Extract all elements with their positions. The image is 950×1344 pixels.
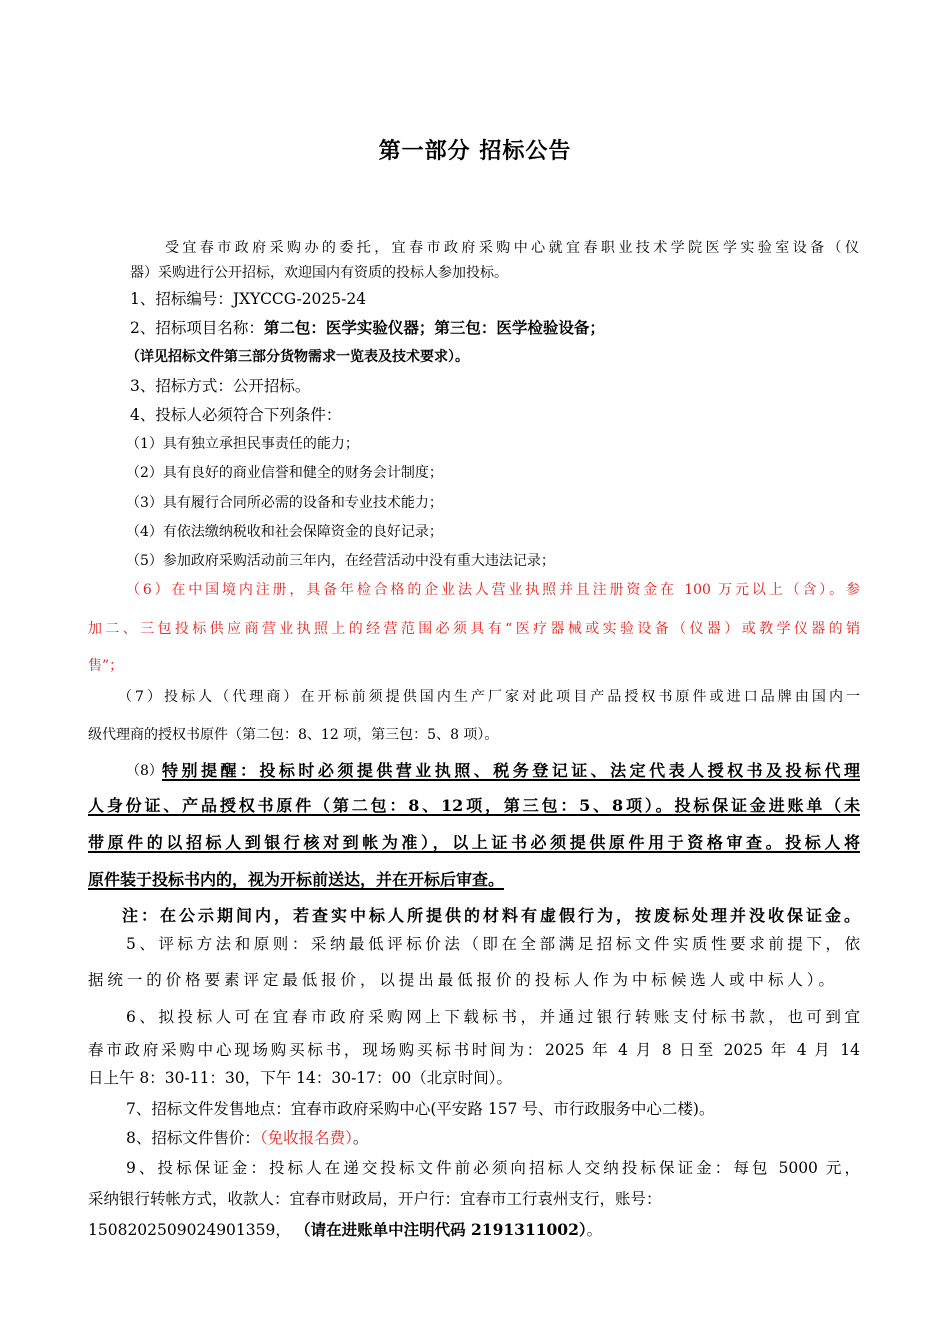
condition-7-line-2: 级代理商的授权书原件（第二包：8、12 项，第三包：5、8 项）。: [88, 727, 499, 743]
deposit-code-note: （请在进账单中注明代码 2191311002）: [302, 1220, 587, 1239]
item-8-free-fee: （免收报名费）: [259, 1129, 353, 1147]
item-8-prefix: 8、招标文件售价：: [126, 1129, 260, 1147]
item-1-tender-number: 1、招标编号：JXYCCG-2025-24: [130, 290, 367, 308]
item-8-suffix: 。: [352, 1129, 369, 1147]
condition-8-line-4: 原件装于投标书内的，视为开标前送达，并在开标后审查。: [88, 870, 505, 889]
item-7-sale-location: 7、招标文件发售地点：宜春市政府采购中心(平安路 157 号、市行政服务中心二楼)。: [126, 1100, 715, 1118]
item-6-line-3: 日上午 8：30-11：30，下午 14：30-17：00（北京时间）。: [88, 1069, 513, 1087]
item-5-line-1: 5、评标方法和原则：采纳最低评标价法（即在全部满足招标文件实质性要求前提下，依: [126, 935, 860, 953]
page-title: 第一部分 招标公告: [378, 139, 572, 164]
item-9-line-1: 9、投标保证金：投标人在递交投标文件前必须向招标人交纳投标保证金：每包 5000 元，: [126, 1159, 860, 1177]
intro-line-1: 受宜春市政府采购办的委托，宜春市政府采购中心就宜春职业技术学院医学实验室设备（仪: [165, 240, 859, 256]
condition-8-prefix: （8）: [126, 763, 163, 779]
condition-6-line-2: 加二、三包投标供应商营业执照上的经营范围必须具有“医疗器械或实验设备（仪器）或教学仪器的销: [88, 621, 860, 637]
item-2-project-name: [130, 318, 605, 338]
item-9-suffix: 。: [586, 1221, 603, 1239]
condition-8-line-1: 特别提醒：投标时必须提供营业执照、税务登记证、法定代表人授权书及投标代理: [162, 761, 860, 780]
item-3-method: 3、招标方式：公开招标。: [130, 377, 311, 395]
disclaimer-note: 注：在公示期间内，若查实中标人所提供的材料有虚假行为，按废标处理并没收保证金。: [122, 906, 860, 925]
condition-4: （4）有依法缴纳税收和社会保障资金的良好记录；: [126, 524, 443, 540]
item-9-line-2: 采纳银行转帐方式，收款人：宜春市财政局，开户行：宜春市工行袁州支行，账号：: [88, 1190, 662, 1208]
condition-1: （1）具有独立承担民事责任的能力；: [126, 436, 359, 452]
condition-8-line-2: 人身份证、产品授权书原件（第二包：8、12项，第三包：5、8项）。投标保证金进账单（未: [88, 796, 860, 815]
condition-2: （2）具有良好的商业信誉和健全的财务会计制度；: [126, 465, 443, 481]
item-2-packages: 第二包：医学实验仪器；第三包：医学检验设备；: [263, 318, 605, 337]
item-9-line-3: [88, 1220, 602, 1240]
intro-line-2: 器）采购进行公开招标，欢迎国内有资质的投标人参加投标。: [130, 265, 508, 281]
item-8-price: [126, 1128, 368, 1148]
item-2-note: （详见招标文件第三部分货物需求一览表及技术要求）。: [126, 349, 469, 365]
account-number: 1508202509024901359，: [88, 1221, 291, 1239]
condition-7-line-1: （7）投标人（代理商）在开标前须提供国内生产厂家对此项目产品授权书原件或进口品牌由国内一: [118, 689, 860, 705]
item-5-line-2: 据统一的价格要素评定最低报价，以提出最低报价的投标人作为中标候选人或中标人）。: [88, 971, 834, 989]
item-6-line-1: 6、拟投标人可在宜春市政府采购网上下载标书，并通过银行转账支付标书款，也可到宜: [126, 1008, 860, 1026]
condition-3: （3）具有履行合同所必需的设备和专业技术能力；: [126, 495, 443, 511]
item-2-prefix: 2、招标项目名称：: [130, 319, 264, 337]
item-4-heading: 4、投标人必须符合下列条件：: [130, 406, 342, 424]
condition-6-line-3: 售”；: [88, 658, 124, 674]
item-6-line-2: 春市政府采购中心现场购买标书，现场购买标书时间为：2025 年 4 月 8 日至 2025 年 4 月 14: [88, 1041, 860, 1059]
condition-8-line-3: 带原件的以招标人到银行核对到帐为准），以上证书必须提供原件用于资格审查。投标人将: [88, 833, 860, 852]
condition-5: （5）参加政府采购活动前三年内，在经营活动中没有重大违法记录；: [126, 553, 555, 569]
condition-6-line-1: （6）在中国境内注册，具备年检合格的企业法人营业执照并且注册资金在 100 万元以上（含）。参: [126, 582, 860, 598]
